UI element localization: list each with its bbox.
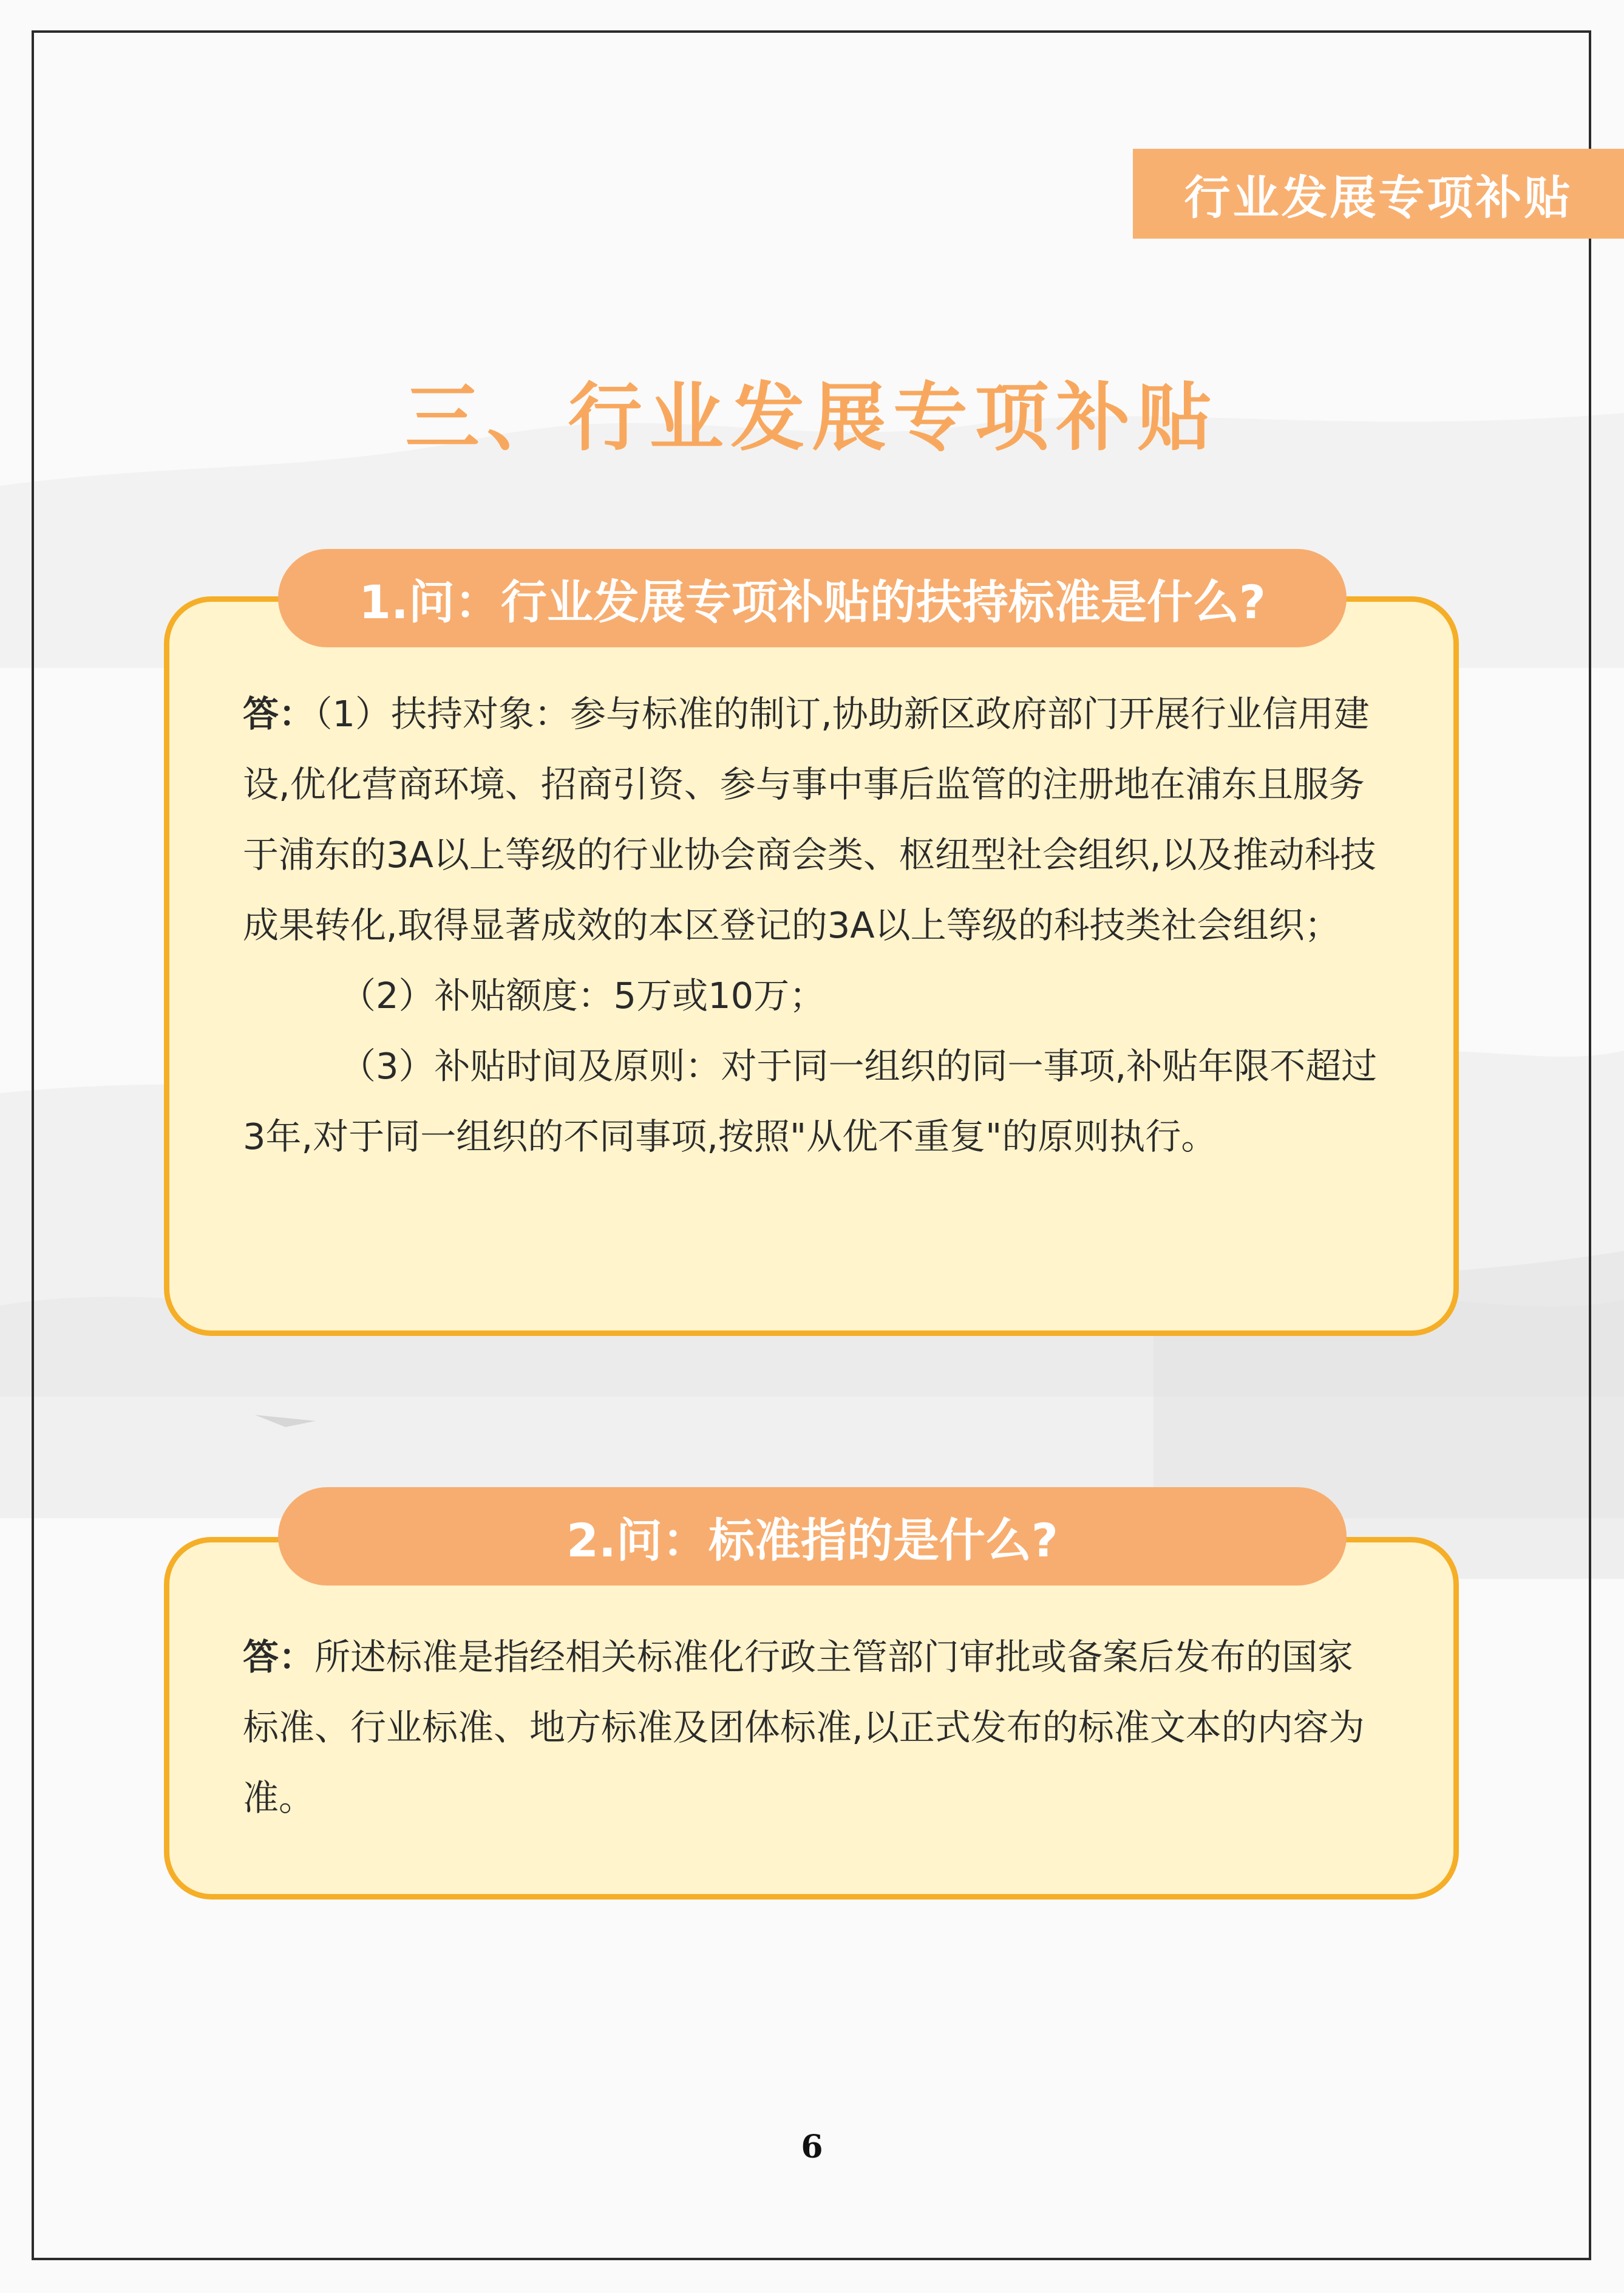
- answer-1-paragraph-2: （2）补贴额度：5万或10万；: [340, 975, 826, 1017]
- question-1-heading: 1.问：行业发展专项补贴的扶持标准是什么?: [278, 549, 1347, 647]
- answer-label: 答：: [243, 693, 315, 735]
- answer-2-paragraph-1: 答：所述标准是指经相关标准化行政主管部门审批或备案后发布的国家标准、行业标准、地方标准及团体标准,以正式发布的标准文本的内容为准。: [243, 1636, 1365, 1819]
- page-title: 三、行业发展专项补贴: [405, 375, 1219, 461]
- answer-label: 答：: [243, 1636, 315, 1678]
- answer-1-paragraph-3: （3）补贴时间及原则：对于同一组织的同一事项,补贴年限不超过3年,对于同一组织的不同事项,按照"从优不重复"的原则执行。: [243, 1045, 1378, 1157]
- answer-1-paragraph-1: 答：（1）扶持对象：参与标准的制订,协助新区政府部门开展行业信用建设,优化营商环境、招商引资、参与事中事后监管的注册地在浦东且服务于浦东的3A以上等级的行业协会商会类、枢纽型社会组织,以及推动科技成果转化,取得显著成效的本区登记的3A以上等级的科技类社会组织；: [243, 693, 1376, 946]
- question-2-heading: 2.问：标准指的是什么?: [278, 1487, 1347, 1586]
- answer-1: [243, 679, 1384, 1172]
- section-tag: 行业发展专项补贴: [1133, 149, 1624, 239]
- answer-2: [243, 1622, 1384, 1833]
- page-number: 6: [801, 2128, 823, 2165]
